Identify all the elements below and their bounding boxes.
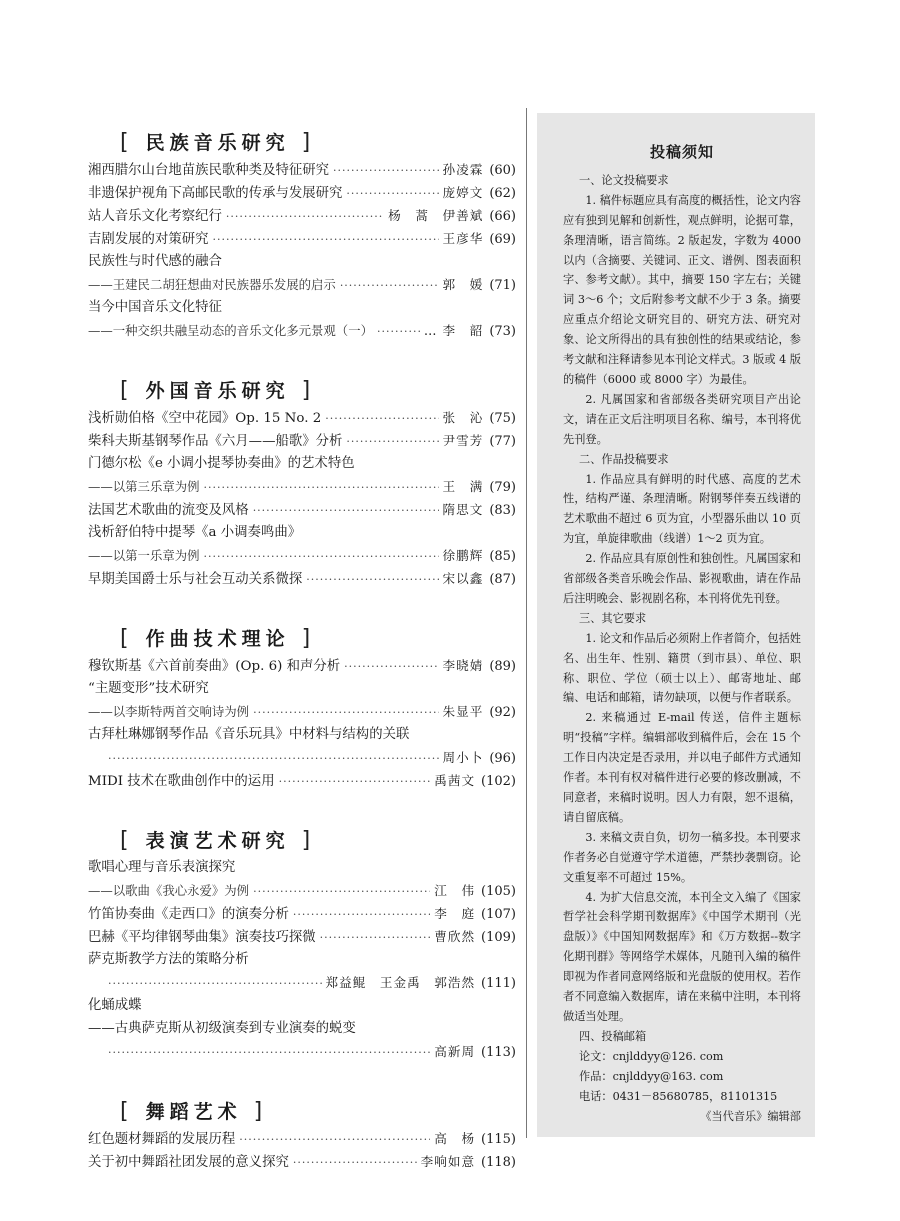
entry-page: (96): [489, 751, 516, 766]
section-spacer: [88, 342, 516, 376]
entry-page: (102): [481, 774, 516, 789]
entry-author: 王彦华: [442, 231, 484, 246]
entry-title: 化蛹成蝶: [88, 998, 142, 1013]
column-divider: [526, 108, 527, 1138]
toc-entry: [88, 273, 516, 296]
entry-author: 杨 蒿 伊善斌: [388, 208, 484, 223]
entry-subtitle: ——以第一乐章为例: [88, 548, 200, 563]
table-of-contents: [88, 128, 516, 1173]
section-heading: [120, 624, 516, 654]
entry-author: 江 伟: [434, 883, 476, 898]
entry-title: 非遗保护视角下高邮民歌的传承与发展研究: [88, 186, 343, 201]
entry-author: 尹雪芳: [442, 433, 484, 448]
toc-entry: [88, 181, 516, 204]
toc-entry: [88, 498, 516, 521]
entry-subtitle: ——以第三乐章为例: [88, 479, 200, 494]
dot-leader: [213, 228, 439, 251]
dot-leader: [279, 770, 431, 793]
entry-page: (79): [489, 480, 516, 495]
dot-leader: [253, 499, 439, 522]
toc-entry: [88, 769, 516, 792]
dot-leader: [253, 701, 438, 724]
dot-leader: [253, 880, 430, 903]
toc-entry: [88, 475, 516, 498]
entry-subtitle: ——以李斯特两首交响诗为例: [88, 704, 250, 719]
notice-paragraph: 2. 作品应具有原创性和独创性。凡属国家和省部级各类音乐晚会作品、影视歌曲，请在作品后注明晚会、影视剧名称，本刊将优先刊登。: [563, 552, 801, 605]
entry-page: (83): [489, 503, 516, 518]
entry-author: 郑益鲲 王金禹 郭浩然: [325, 975, 476, 990]
entry-page: (66): [489, 209, 516, 224]
dot-leader: [204, 476, 439, 499]
toc-entry: [88, 879, 516, 902]
entry-author: 徐鹏辉: [442, 548, 484, 563]
toc-entry: [88, 700, 516, 723]
entry-author: 张 沁: [442, 410, 484, 425]
notice-heading-3: 三、其它要求: [579, 611, 647, 625]
entry-title: 穆钦斯基《六首前奏曲》(Op. 6) 和声分析: [88, 659, 341, 674]
entry-title: 萨克斯教学方法的策略分析: [88, 952, 249, 967]
section-spacer: [88, 792, 516, 826]
entry-title: 竹笛协奏曲《走西口》的演奏分析: [88, 907, 289, 922]
notice-paragraph: 2. 来稿通过 E-mail 传送，信件主题标明“投稿”字样。编辑部收到稿件后，会在 15 个工作日内决定是否录用，并以电子邮件方式通知作者。本刊有权对稿件进行必要的修改删减，不同意者，来稿时说明。因人力有限，恕不退稿，请自留底稿。: [563, 711, 801, 824]
dot-leader: [306, 568, 438, 591]
section-heading-text: 外国音乐研究: [145, 380, 290, 402]
entry-author: 高 杨: [434, 1131, 476, 1146]
entry-page: (105): [481, 884, 516, 899]
dot-leader: [108, 1041, 430, 1064]
toc-entry: [88, 1127, 516, 1150]
notice-paragraph: 4. 为扩大信息交流，本刊全文入编了《国家哲学社会科学期刊数据库》《中国学术期刊（光盘版）》《中国知网数据库》和《万方数据--数字化期刊群》等网络学术媒体，凡随刊入编的稿件即视为作者同意网络版和光盘版的使用权。若作者不同意编入数据库，请在来稿中注明，本刊将做适当处理。: [563, 890, 801, 1023]
entry-page: (87): [489, 572, 516, 587]
entry-author: 朱显平: [442, 704, 484, 719]
entry-author: … 李 韶: [423, 323, 484, 338]
notice-paragraph: 2. 凡属国家和省部级各类研究项目产出论文，请在正文后注明项目名称、编号，本刊将优先刊登。: [563, 392, 801, 446]
toc-entry: [88, 567, 516, 590]
dot-leader: [293, 1151, 417, 1174]
entry-author: 孙凌霖: [442, 162, 484, 177]
dot-leader: [204, 545, 439, 568]
entry-author: 李 庭: [434, 906, 476, 921]
editorial-signature: 《当代音乐》编辑部: [700, 1109, 801, 1123]
paper-email: 论文：cnjlddyy@126. com: [579, 1049, 724, 1063]
section-heading: [120, 1097, 516, 1127]
bracket-right: ]: [289, 130, 316, 155]
entry-title: 红色题材舞蹈的发展历程: [88, 1132, 236, 1147]
dot-leader: [108, 747, 439, 770]
entry-title: 浅析勋伯格《空中花园》Op. 15 No. 2: [88, 411, 322, 426]
entry-author: 郭 媛: [442, 277, 484, 292]
toc-entry: [88, 1150, 516, 1173]
section-heading-text: 舞蹈艺术: [145, 1101, 242, 1123]
notice-heading-1: 一、论文投稿要求: [579, 173, 669, 187]
dot-leader: [325, 407, 438, 430]
section-spacer: [88, 590, 516, 624]
bracket-right: ]: [289, 378, 316, 403]
entry-title: 民族性与时代感的融合: [88, 254, 222, 269]
section-heading: [120, 376, 516, 406]
entry-page: (115): [481, 1132, 516, 1147]
entry-title: 柴科夫斯基钢琴作品《六月——船歌》分析: [88, 434, 343, 449]
section-heading-text: 表演艺术研究: [145, 830, 290, 852]
dot-leader: [239, 1128, 430, 1151]
section-heading: [120, 128, 516, 158]
entry-author: 王 满: [442, 479, 484, 494]
entry-author: 禹茜文: [434, 773, 476, 788]
toc-entry: [88, 1040, 516, 1063]
works-email: 作品：cnjlddyy@163. com: [579, 1069, 724, 1083]
entry-subtitle: ——以歌曲《我心永爱》为例: [88, 883, 250, 898]
toc-entry: [88, 319, 516, 342]
entry-title: 巴赫《平均律钢琴曲集》演奏技巧探微: [88, 930, 316, 945]
toc-entry: [88, 158, 516, 181]
entry-title: MIDI 技术在歌曲创作中的运用: [88, 774, 275, 789]
entry-title: 古拜杜琳娜钢琴作品《音乐玩具》中材料与结构的关联: [88, 727, 410, 742]
entry-title: 站人音乐文化考察纪行: [88, 209, 222, 224]
section-heading-text: 作曲技术理论: [145, 628, 290, 650]
bracket-left: [: [120, 626, 146, 651]
entry-author: 李响如意: [420, 1154, 476, 1169]
dot-leader: [226, 205, 384, 228]
entry-subtitle: ——一种交织共融呈动态的音乐文化多元景观（一）: [88, 323, 373, 338]
dot-leader: [320, 926, 431, 949]
entry-author: 宋以鑫: [442, 571, 484, 586]
entry-page: (118): [481, 1155, 516, 1170]
entry-author: 隋思文: [442, 502, 484, 517]
entry-subtitle: ——王建民二胡狂想曲对民族器乐发展的启示: [88, 277, 336, 292]
entry-title: 湘西腊尔山台地苗族民歌种类及特征研究: [88, 163, 330, 178]
toc-entry: [88, 654, 516, 677]
section-spacer: [88, 1063, 516, 1097]
entry-author: 李晓婧: [442, 658, 484, 673]
entry-title: 歌唱心理与音乐表演探究: [88, 860, 236, 875]
entry-page: (92): [489, 705, 516, 720]
submission-notice: [537, 113, 815, 1137]
notice-paragraph: 3. 来稿文责自负，切勿一稿多投。本刊要求作者务必自觉遵守学术道德，严禁抄袭剽窃。论文重复率不可超过 15%。: [563, 830, 801, 884]
entry-author: 庞婷文: [442, 185, 484, 200]
bracket-right: ]: [289, 828, 316, 853]
dot-leader: [346, 430, 438, 453]
entry-page: (109): [481, 930, 516, 945]
entry-page: (77): [489, 434, 516, 449]
entry-title: 浅析舒伯特中提琴《a 小调奏鸣曲》: [88, 525, 302, 540]
entry-author: 高新周: [434, 1044, 476, 1059]
entry-page: (73): [489, 324, 516, 339]
entry-title: 法国艺术歌曲的流变及风格: [88, 503, 249, 518]
entry-page: (111): [481, 976, 516, 991]
section-heading: [120, 826, 516, 856]
toc-entry: [88, 227, 516, 250]
dot-leader: [377, 320, 420, 343]
dot-leader: [344, 655, 438, 678]
dot-leader: [340, 274, 439, 297]
phone-number: 电话：0431－85680785，81101315: [579, 1089, 778, 1103]
entry-author: 周小卜: [442, 750, 484, 765]
notice-heading-2: 二、作品投稿要求: [579, 452, 669, 466]
dot-leader: [293, 903, 430, 926]
notice-paragraph: 1. 论文和作品后必须附上作者简介，包括姓名、出生年、性别、籍贯（到市县）、单位、职称、职位、学位（硕士以上）、邮寄地址、邮编、电话和邮箱，请勿缺项，以便与作者联系。: [563, 631, 801, 705]
bracket-right: ]: [241, 1099, 268, 1124]
entry-subtitle: ——古典萨克斯从初级演奏到专业演奏的蜕变: [88, 1021, 356, 1036]
notice-heading-4: 四、投稿邮箱: [579, 1029, 647, 1043]
entry-page: (69): [489, 232, 516, 247]
bracket-left: [: [120, 378, 146, 403]
entry-page: (107): [481, 907, 516, 922]
dot-leader: [346, 182, 438, 205]
dot-leader: [333, 159, 439, 182]
toc-entry: [88, 971, 516, 994]
entry-author: 曹欣然: [434, 929, 476, 944]
bracket-right: ]: [289, 626, 316, 651]
entry-title: 门德尔松《e 小调小提琴协奏曲》的艺术特色: [88, 456, 355, 471]
toc-entry: [88, 925, 516, 948]
section-heading-text: 民族音乐研究: [145, 132, 290, 154]
toc-entry: [88, 204, 516, 227]
notice-paragraph: 1. 稿件标题应具有高度的概括性，论文内容应有独到见解和创新性，观点鲜明，论据可靠，条理清晰，语言简练。2 版起发，字数为 4000 以内（含摘要、关键词、正文、谱例、图表面积字、参考文献）。其中，摘要 150 字左右；关键词 3～6 个；文后附参考文献不少于 3 条。摘要应重点介绍论文研究目的、研究方法、研究对象、论文所得出的具有独创性的结果或结论，参考文献和注释请参见本刊论文样式。3 版或 4 版的稿件（6000 或 8000 字）为最佳。: [563, 193, 801, 386]
bracket-left: [: [120, 1099, 146, 1124]
toc-entry: [88, 406, 516, 429]
entry-title: “主题变形”技术研究: [88, 681, 209, 696]
entry-page: (71): [489, 278, 516, 293]
toc-entry: [88, 902, 516, 925]
entry-page: (75): [489, 411, 516, 426]
toc-entry: [88, 544, 516, 567]
entry-title: 当今中国音乐文化特征: [88, 300, 222, 315]
entry-page: (113): [481, 1045, 516, 1060]
toc-entry: [88, 746, 516, 769]
entry-title: 早期美国爵士乐与社会互动关系微探: [88, 572, 303, 587]
entry-page: (62): [489, 186, 516, 201]
entry-title: 吉剧发展的对策研究: [88, 232, 209, 247]
entry-page: (89): [489, 659, 516, 674]
entry-title: 关于初中舞蹈社团发展的意义探究: [88, 1155, 289, 1170]
notice-title: 投稿须知: [649, 143, 714, 161]
entry-page: (85): [489, 549, 516, 564]
toc-entry: [88, 429, 516, 452]
notice-paragraph: 1. 作品应具有鲜明的时代感、高度的艺术性，结构严谨、条理清晰。附钢琴伴奏五线谱的艺术歌曲不超过 6 页为宜，小型器乐曲以 10 页为宜，单旋律歌曲（线谱）1～2 页为宜。: [563, 472, 801, 546]
bracket-left: [: [120, 130, 146, 155]
entry-page: (60): [489, 163, 516, 178]
bracket-left: [: [120, 828, 146, 853]
dot-leader: [108, 972, 322, 995]
